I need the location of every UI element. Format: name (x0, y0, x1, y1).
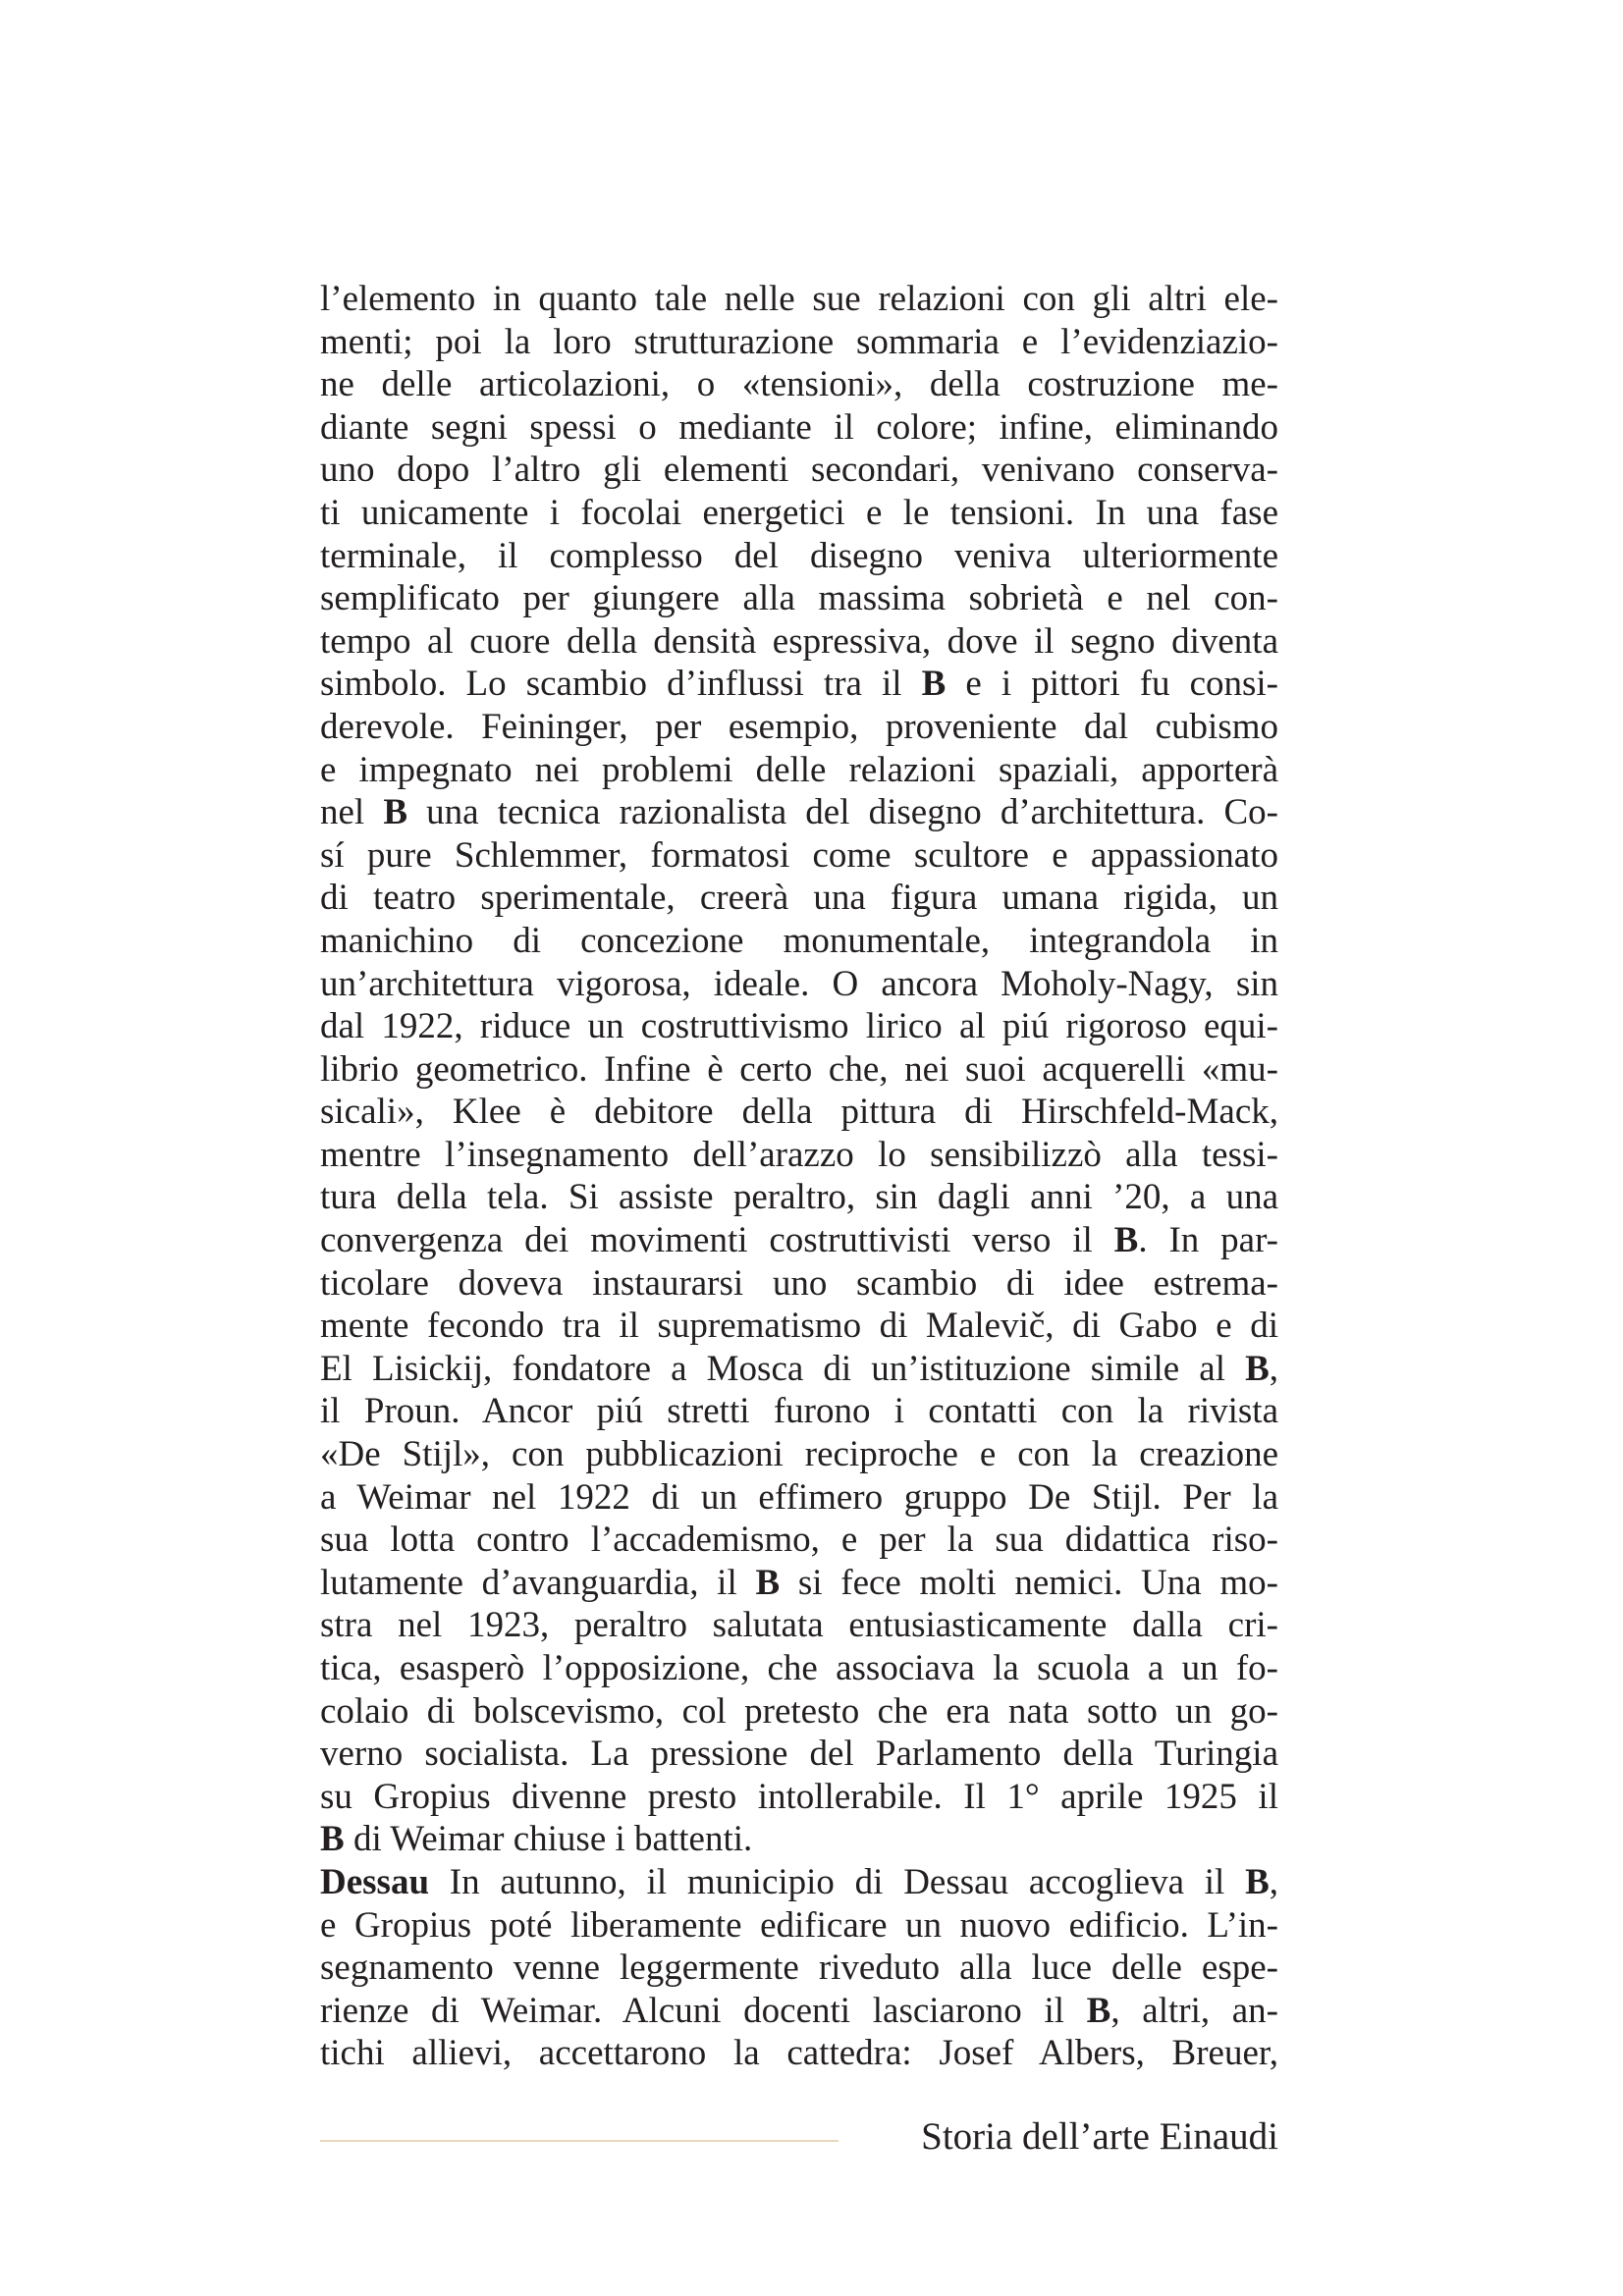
text-run: sicali», Klee è debitore della pittura di Hirschfeld-Mack, (320, 1092, 1278, 1133)
text-run: ti unicamente i focolai energetici e le tensioni. In una fase (320, 492, 1278, 533)
text-run: diante segni spessi o mediante il colore; infine, eliminando (320, 406, 1278, 448)
text-line (320, 449, 1278, 492)
text-line (320, 877, 1278, 920)
text-line (320, 1647, 1278, 1690)
text-run: manichino di concezione monumentale, integrandola in (320, 920, 1278, 961)
text-run: tempo al cuore della densità espressiva, dove il segno diventa (320, 620, 1278, 662)
text-run: il Proun. Ancor piú stretti furono i contatti con la rivista (320, 1391, 1278, 1432)
text-line (320, 1604, 1278, 1647)
text-run: su Gropius divenne presto intollerabile. Il 1° aprile 1925 il (320, 1776, 1278, 1817)
text-line (320, 920, 1278, 963)
text-line (320, 1776, 1278, 1819)
text-run: e Gropius poté liberamente edificare un nuovo edificio. L’in- (320, 1904, 1278, 1946)
text-line (320, 1818, 1278, 1861)
text-run: si fece molti nemici. Una mo- (780, 1562, 1278, 1603)
text-line (320, 1947, 1278, 1990)
text-run: nel (320, 792, 384, 833)
text-run: stra nel 1923, peraltro salutata entusiasticamente dalla cri- (320, 1605, 1278, 1646)
bold-term: B (320, 1819, 345, 1860)
text-run: . In par- (1138, 1220, 1278, 1261)
text-run: derevole. Feininger, per esempio, proveniente dal cubismo (320, 706, 1278, 747)
text-line (320, 1390, 1278, 1433)
text-run: sí pure Schlemmer, formatosi come scultore e appassionato (320, 834, 1278, 876)
text-run: uno dopo l’altro gli elementi secondari, venivano conserva- (320, 450, 1278, 491)
bold-term: B (1245, 1348, 1270, 1389)
bold-term: B (755, 1562, 781, 1603)
text-line (320, 620, 1278, 664)
text-line (320, 663, 1278, 706)
text-run: e i pittori fu consi- (946, 664, 1278, 705)
bold-term: B (383, 792, 408, 833)
text-run: simbolo. Lo scambio d’influssi tra il (320, 664, 922, 705)
text-run: mente fecondo tra il suprematismo di Malevič, di Gabo e di (320, 1306, 1278, 1347)
text-run: tica, esasperò l’opposizione, che associava la scuola a un fo- (320, 1648, 1278, 1688)
text-run: verno socialista. La pressione del Parlamento della Turingia (320, 1734, 1278, 1775)
text-run: In autunno, il municipio di Dessau accoglieva il (429, 1861, 1246, 1902)
text-run: tura della tela. Si assiste peraltro, sin dagli anni ’20, a una (320, 1177, 1278, 1218)
text-run: una tecnica razionalista del disegno d’architettura. Co- (407, 792, 1279, 833)
bold-term: B (921, 664, 947, 705)
text-line (320, 706, 1278, 749)
text-line (320, 1690, 1278, 1734)
text-line (320, 2032, 1278, 2075)
text-run: un’architettura vigorosa, ideale. O ancora Moholy-Nagy, sin (320, 963, 1278, 1004)
text-run: convergenza dei movimenti costruttivisti verso il (320, 1220, 1114, 1261)
text-run: colaio di bolscevismo, col pretesto che era nata sotto un go- (320, 1690, 1278, 1732)
text-line (320, 749, 1278, 792)
text-run: terminale, il complesso del disegno veniva ulteriormente (320, 535, 1278, 576)
text-line (320, 1262, 1278, 1306)
text-run: di Weimar chiuse i battenti. (344, 1819, 753, 1860)
text-line (320, 1219, 1278, 1262)
footer-rule (320, 2140, 839, 2142)
text-run: rienze di Weimar. Alcuni docenti lasciarono il (320, 1990, 1087, 2031)
text-line (320, 1904, 1278, 1948)
bold-term: B (1245, 1861, 1270, 1902)
bold-term: Dessau (320, 1861, 430, 1902)
bold-term: B (1086, 1990, 1111, 2031)
text-line (320, 1134, 1278, 1177)
text-line (320, 963, 1278, 1006)
text-line (320, 535, 1278, 578)
text-line (320, 1005, 1278, 1048)
text-run: l’elemento in quanto tale nelle sue relazioni con gli altri ele- (320, 279, 1278, 319)
text-run: lutamente d’avanguardia, il (320, 1562, 756, 1603)
text-line (320, 406, 1278, 450)
text-line (320, 492, 1278, 535)
text-run: , (1269, 1348, 1278, 1389)
text-run: menti; poi la loro strutturazione sommaria e l’evidenziazio- (320, 321, 1278, 362)
text-run: a Weimar nel 1922 di un effimero gruppo De Stijl. Per la (320, 1476, 1278, 1518)
text-run: e impegnato nei problemi delle relazioni spaziali, apporterà (320, 749, 1278, 790)
text-line (320, 321, 1278, 364)
text-line (320, 577, 1278, 620)
text-line (320, 1562, 1278, 1605)
text-run: ticolare doveva instaurarsi uno scambio di idee estrema- (320, 1262, 1278, 1304)
text-line (320, 363, 1278, 406)
text-line (320, 1091, 1278, 1134)
text-run: El Lisickij, fondatore a Mosca di un’istituzione simile al (320, 1348, 1246, 1389)
text-run: semplificato per giungere alla massima sobrietà e nel con- (320, 578, 1278, 619)
text-line (320, 278, 1278, 321)
text-run: , (1269, 1861, 1278, 1902)
text-run: di teatro sperimentale, creerà una figura umana rigida, un (320, 878, 1278, 919)
text-line (320, 1348, 1278, 1391)
footer-title: Storia dell’arte Einaudi (921, 2115, 1278, 2158)
bold-term: B (1113, 1220, 1139, 1261)
text-run: librio geometrico. Infine è certo che, nei suoi acquerelli «mu- (320, 1048, 1278, 1090)
text-line (320, 1861, 1278, 1904)
text-run: tichi allievi, accettarono la cattedra: Josef Albers, Breuer, (320, 2033, 1278, 2074)
text-run: , altri, an- (1110, 1990, 1279, 2031)
text-line (320, 1476, 1278, 1520)
text-line (320, 1048, 1278, 1092)
text-line (320, 1990, 1278, 2033)
text-line (320, 1733, 1278, 1776)
text-line (320, 1433, 1278, 1476)
text-line (320, 834, 1278, 878)
text-line (320, 1305, 1278, 1348)
text-line (320, 1176, 1278, 1219)
text-line (320, 791, 1278, 834)
text-line (320, 1519, 1278, 1562)
text-run: sua lotta contro l’accademismo, e per la sua didattica riso- (320, 1520, 1278, 1561)
text-run: segnamento venne leggermente riveduto alla luce delle espe- (320, 1948, 1278, 1989)
body-text (320, 278, 1278, 2075)
text-run: dal 1922, riduce un costruttivismo lirico al piú rigoroso equi- (320, 1006, 1278, 1047)
text-run: «De Stijl», con pubblicazioni reciproche e con la creazione (320, 1434, 1278, 1475)
text-run: ne delle articolazioni, o «tensioni», della costruzione me- (320, 364, 1278, 405)
text-run: mentre l’insegnamento dell’arazzo lo sensibilizzò alla tessi- (320, 1134, 1278, 1175)
